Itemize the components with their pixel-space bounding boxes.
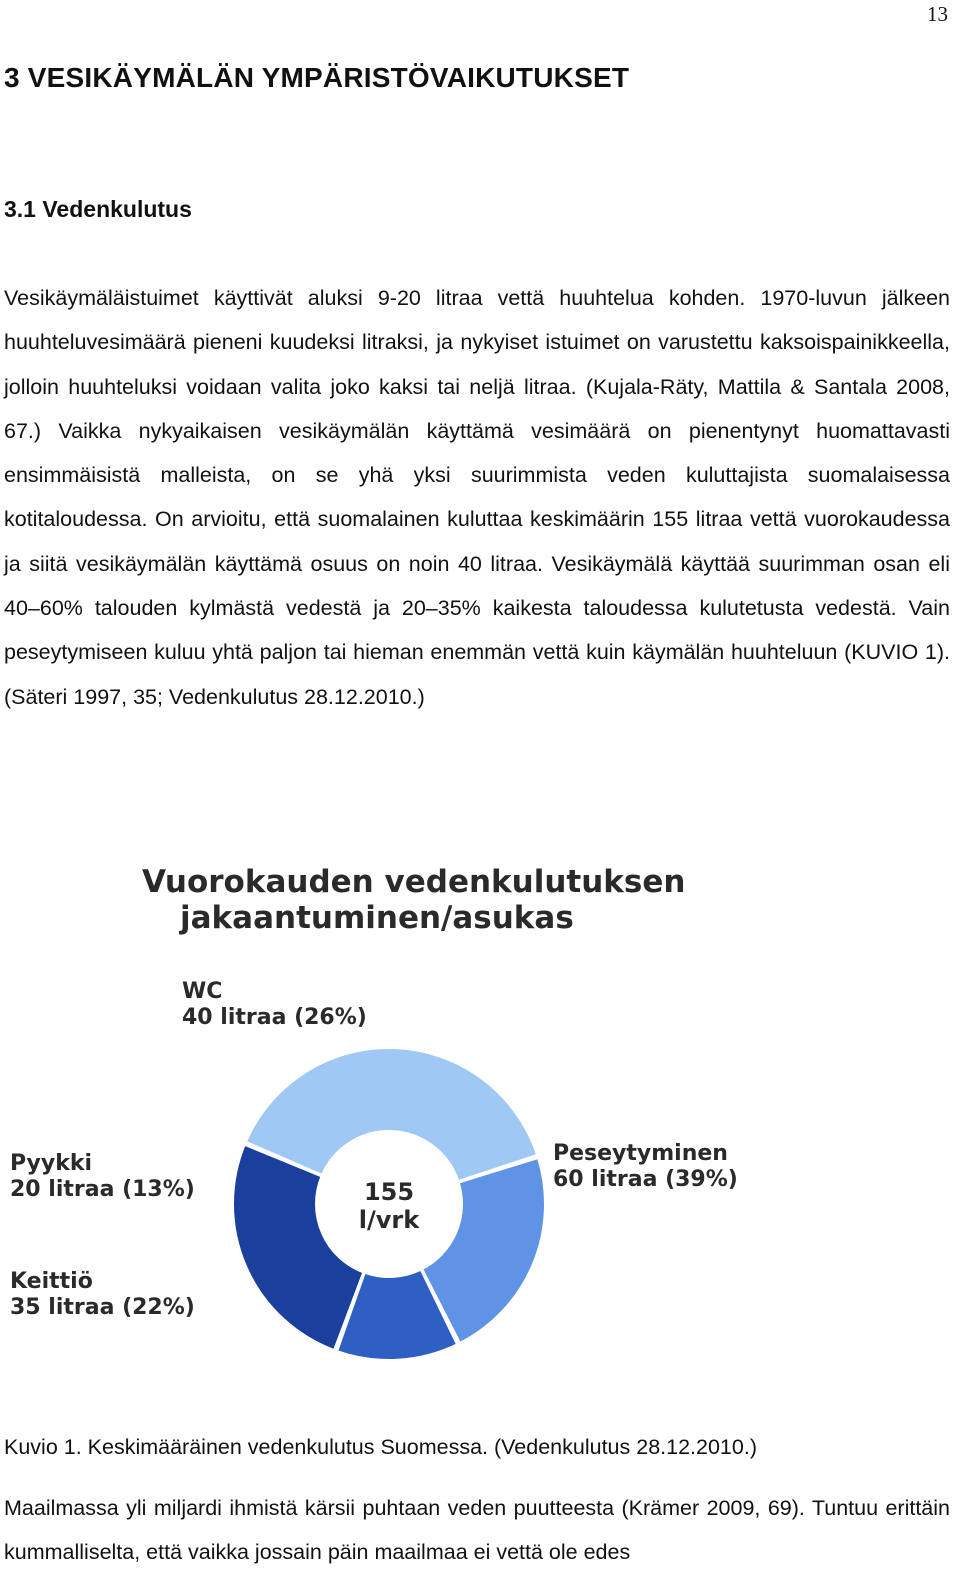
donut-slice-peseytyminen bbox=[246, 1048, 537, 1181]
slice-label-wc: WC bbox=[182, 979, 223, 1004]
donut-slice-wc bbox=[233, 1145, 363, 1350]
slice-label-keitti-: Keittiö bbox=[10, 1269, 93, 1294]
chart-title-line-1: Vuorokauden vedenkulutuksen bbox=[142, 864, 686, 900]
chart-center-total: 155 bbox=[363, 1178, 415, 1206]
slice-label-peseytyminen: Peseytyminen bbox=[553, 1141, 728, 1166]
slice-detail-wc: 40 litraa (26%) bbox=[182, 1005, 367, 1030]
chapter-title: 3 VESIKÄYMÄLÄN YMPÄRISTÖVAIKUTUKSET bbox=[4, 62, 630, 93]
slice-detail-peseytyminen: 60 litraa (39%) bbox=[553, 1167, 738, 1192]
slice-detail-keitti-: 35 litraa (22%) bbox=[10, 1295, 195, 1320]
slice-label-pyykki: Pyykki bbox=[10, 1151, 93, 1176]
body-paragraph-2: Maailmassa yli miljardi ihmistä kärsii puhtaan veden puutteesta (Krämer 2009, 69). Tuntuu erittäin kummalliselta, että vaikka jossain päin maailmaa ei vettä ole edes bbox=[4, 1496, 950, 1565]
chart-title-line-2: jakaantuminen/asukas bbox=[180, 900, 574, 936]
slice-detail-pyykki: 20 litraa (13%) bbox=[10, 1177, 195, 1202]
page-number: 13 bbox=[927, 2, 948, 26]
water-consumption-chart bbox=[0, 852, 800, 1392]
body-paragraph-1: Vesikäymäläistuimet käyttivät aluksi 9-20 litraa vettä huuhtelua kohden. 1970-luvun jälkeen huuhteluvesimäärä pieneni kuudeksi litraksi, ja nykyiset istuimet on varustettu kaksoispainikkeella, jolloin huuhteluksi voidaan valita joko kaksi tai neljä litraa. (Kujala-Räty, Mattila & Santala 2008, 67.) Vaikka nykyaikaisen vesikäymälän käyttämä vesimäärä on pienentynyt huomattavasti ensimmäisistä malleista, on se yhä yksi suurimmista veden kuluttajista suomalaisessa kotitaloudessa. On arvioitu, että suomalainen kuluttaa keskimäärin 155 litraa vettä vuorokaudessa ja siitä vesikäymälän käyttämä osuus on noin 40 litraa. Vesikäymälä käyttää suurimman osan eli 40–60% talouden kylmästä vedestä ja 20–35% kaikesta taloudessa kulutetusta vedestä. Vain peseytymiseen kuluu yhtä paljon tai hieman enemmän vettä kuin käymälän huuhteluun (KUVIO 1). (Säteri 1997, 35; Vedenkulutus 28.12.2010.) bbox=[4, 286, 950, 709]
chart-center-unit: l/vrk bbox=[358, 1206, 420, 1234]
donut-chart-svg bbox=[0, 852, 800, 1392]
figure-caption: Kuvio 1. Keskimääräinen vedenkulutus Suomessa. (Vedenkulutus 28.12.2010.) bbox=[4, 1435, 757, 1459]
section-title: 3.1 Vedenkulutus bbox=[4, 196, 192, 222]
